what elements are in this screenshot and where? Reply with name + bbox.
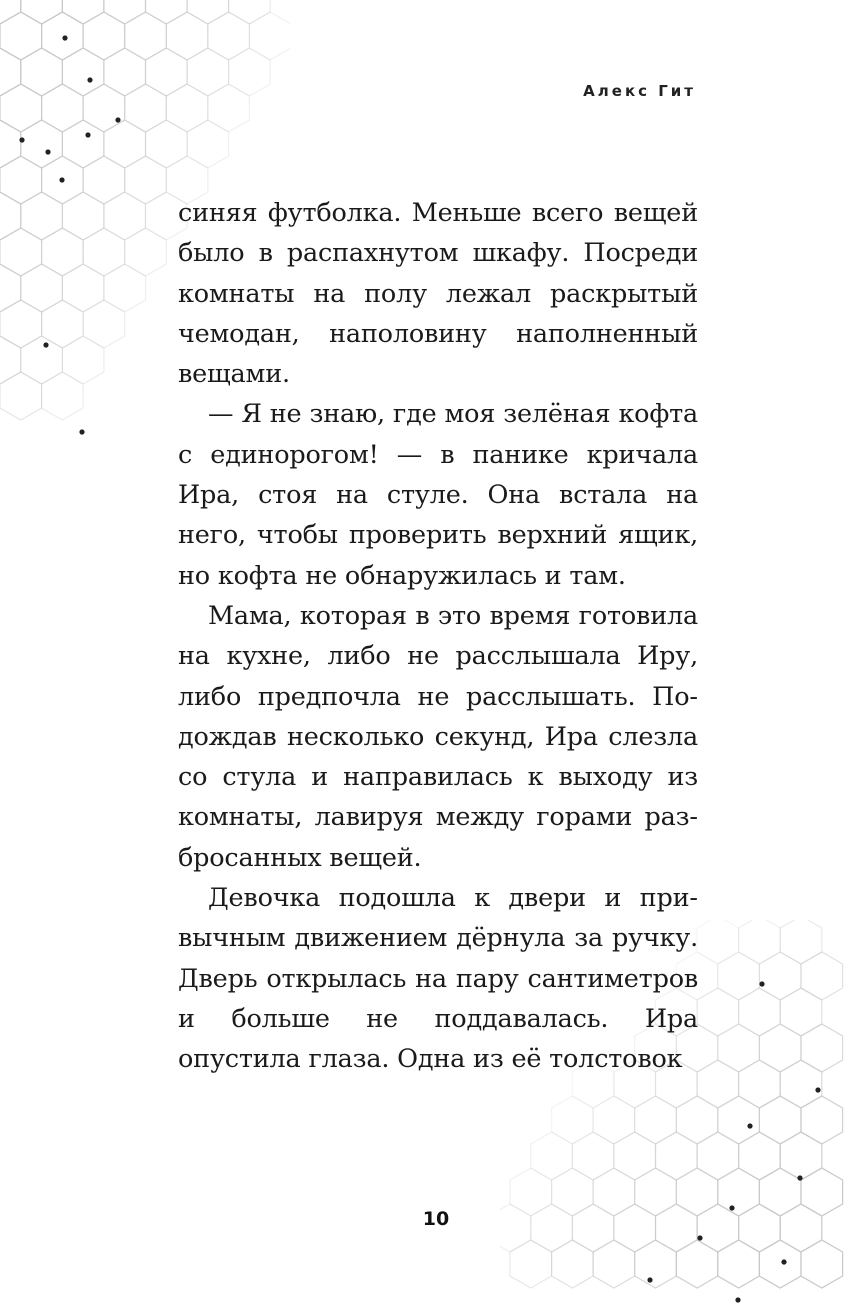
page-number: 10 [422, 1208, 450, 1230]
running-head-author: Алекс Гит [583, 82, 696, 100]
body-text [178, 193, 698, 1080]
paragraph-2: — Я не знаю, где моя зелёная кофта с единорогом! — в панике кричала Ира, стоя на стуле. Она встала на него, чтобы проверить верхний ящик, но кофта не обнаружилась и там. [178, 399, 698, 591]
paragraph-4: Девочка подошла к двери и привычным движением дёрнула за ручку. Дверь открылась на пару сантиметров и больше не поддавалась. Ира опустила глаза. Одна из её толстовок [178, 883, 698, 1075]
paragraph-3: Мама, которая в это время готовила на кухне, либо не расслышала Иру, либо предпочла не расслышать. Подождав несколько секунд, Ира слезла со стула и направилась к выходу из комнаты, лавируя между горами разбросанных вещей. [178, 600, 698, 873]
paragraph-1: синяя футболка. Меньше всего вещей было в распахнутом шкафу. Посреди комнаты на полу лежал раскрытый чемодан, наполовину наполненный вещами. [178, 198, 698, 390]
